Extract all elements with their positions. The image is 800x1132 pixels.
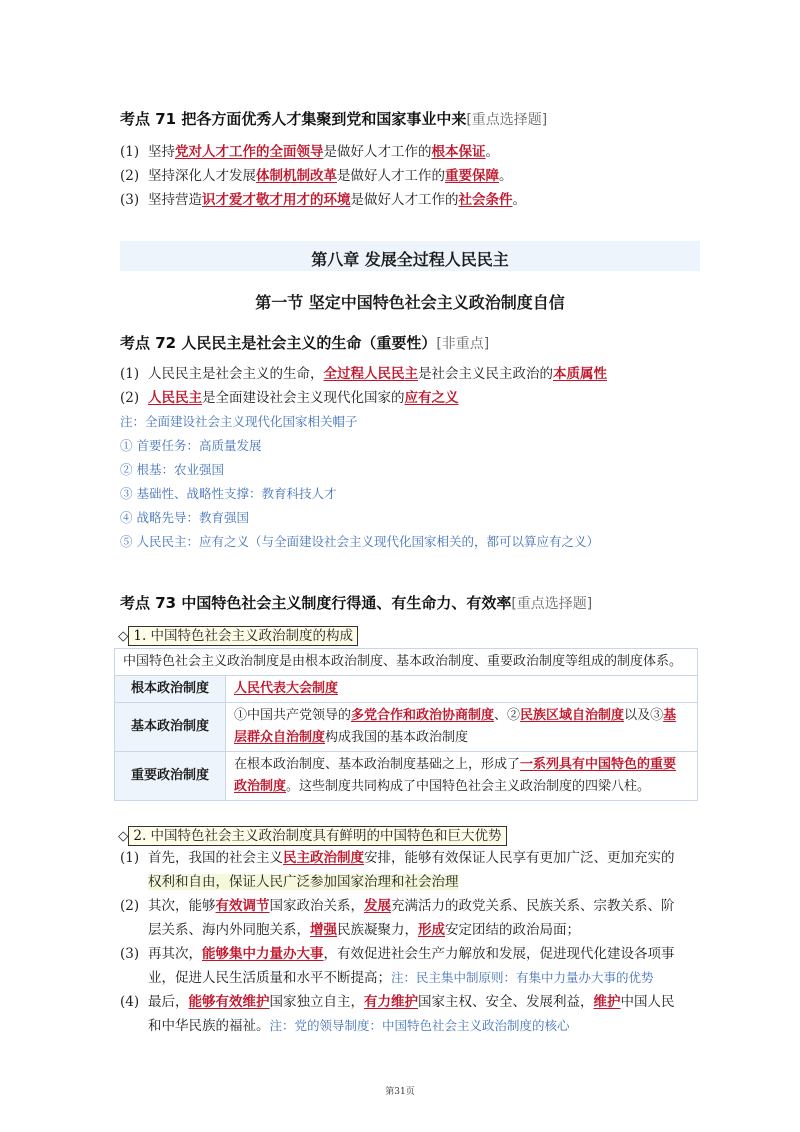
adv-2-line-1 <box>120 894 700 918</box>
adv-2-line-2 <box>120 918 700 942</box>
key-term: 体制机制改革 <box>256 168 337 184</box>
key-term: 能够有效维护 <box>188 994 270 1010</box>
text: 是全面建设社会主义现代化国家的 <box>202 390 405 406</box>
adv-4-line-2 <box>120 1014 700 1038</box>
item-number: (4) <box>120 994 140 1010</box>
chapter-title: 第八章 发展全过程人民民主 <box>311 250 509 269</box>
key-term: 重要保障 <box>445 168 499 184</box>
section-title: 第一节 坚定中国特色社会主义政治制度自信 <box>255 293 565 312</box>
adv-4-line-1 <box>120 990 700 1014</box>
kp72-note-4: ④ 战略先导：教育强国 <box>120 510 249 525</box>
table-row <box>115 703 698 752</box>
adv-3-line-2 <box>120 966 700 990</box>
key-term: 社会条件 <box>458 192 513 208</box>
key-term: 根本保证 <box>431 144 486 160</box>
kp72-list <box>120 362 607 554</box>
text: 其次，能够 <box>148 898 216 914</box>
text: 是做好人才工作的 <box>337 168 445 184</box>
text: 和中华民族的福祉。 <box>148 1018 270 1034</box>
kp72-note-1: ① 首要任务：高质量发展 <box>120 438 262 453</box>
text: 层关系、海内外同胞关系， <box>148 922 310 938</box>
key-term: 有力维护 <box>364 994 418 1010</box>
item-number: (2) <box>120 390 140 406</box>
text: 。 <box>512 192 526 208</box>
adv-1-line-2 <box>120 870 700 894</box>
note: 注：党的领导制度：中国特色社会主义政治制度的核心 <box>269 1018 570 1033</box>
text: 民族凝聚力， <box>337 922 418 938</box>
kp72-item-1 <box>120 362 607 386</box>
item-number: (1) <box>120 144 140 160</box>
kp72-tag: [非重点] <box>436 336 490 352</box>
key-term: 发展 <box>364 898 391 914</box>
kp72-note-2: ② 根基：农业强国 <box>120 462 224 477</box>
kp72-item-2 <box>120 386 607 410</box>
kp73-tag: [重点选择题] <box>511 596 593 612</box>
page-number: 第31页 <box>385 1087 415 1097</box>
kp72-title: 考点 72 人民民主是社会主义的生命（重要性） <box>120 334 437 352</box>
row-label: 根本政治制度 <box>115 676 226 703</box>
kp73-box1 <box>118 624 358 644</box>
table-intro: 中国特色社会主义政治制度是由根本政治制度、基本政治制度、重要政治制度等组成的制度体系。 <box>115 649 698 676</box>
kp71-heading <box>120 108 547 129</box>
key-term: 应有之义 <box>404 390 459 406</box>
text: 是做好人才工作的 <box>323 144 432 160</box>
kp71-item-1 <box>120 140 526 164</box>
key-term: 有效调节 <box>215 898 270 914</box>
text: 安定团结的政治局面； <box>445 922 580 938</box>
kp71-item-3 <box>120 188 526 212</box>
row-label: 重要政治制度 <box>115 752 226 801</box>
text: 。 <box>499 168 513 184</box>
row-content <box>226 676 698 703</box>
key-term: 人民民主 <box>148 390 202 406</box>
diamond-icon: ◇ <box>118 628 129 644</box>
text: ①中国共产党领导的 <box>234 708 352 723</box>
box1-title: 1. 中国特色社会主义政治制度的构成 <box>128 626 358 646</box>
text: 是做好人才工作的 <box>350 192 459 208</box>
political-system-table-wrap <box>114 648 698 801</box>
item-number: (1) <box>120 850 140 866</box>
text: 业，促进人民生活质量和水平不断提高； <box>148 970 391 986</box>
text: 。这些制度共同构成了中国特色社会主义政治制度的四梁八柱。 <box>286 779 651 794</box>
text: 国家主权、安全、发展利益， <box>418 994 594 1010</box>
text: 首先，我国的社会主义 <box>148 850 283 866</box>
note: 注：民主集中制原则：有集中力量办大事的优势 <box>391 970 654 985</box>
text: 国家政治关系， <box>269 898 364 914</box>
text: 坚持深化人才发展 <box>148 168 256 184</box>
key-term: 多党合作和政治协商制度 <box>351 708 495 723</box>
item-number: (1) <box>120 366 140 382</box>
kp73-advantages <box>120 846 700 1038</box>
text: 。 <box>485 144 499 160</box>
text: 国家独立自主， <box>269 994 364 1010</box>
key-term: 维护 <box>593 994 621 1010</box>
key-term: 基层群众自治制度 <box>234 708 677 745</box>
key-term: 本质属性 <box>553 366 607 382</box>
kp73-box2 <box>118 824 507 844</box>
key-term: 人民代表大会制度 <box>234 681 339 696</box>
text: 权利和自由，保证人民广泛参加国家治理和社会治理 <box>148 874 459 890</box>
key-term: 识才爱才敬才用才的环境 <box>202 192 351 208</box>
item-number: (2) <box>120 168 140 184</box>
item-number: (2) <box>120 898 140 914</box>
diamond-icon: ◇ <box>118 828 129 844</box>
text: 坚持 <box>148 144 175 160</box>
kp73-title: 考点 73 中国特色社会主义制度行得通、有生命力、有效率 <box>120 594 512 612</box>
key-term: 增强 <box>310 922 337 938</box>
key-term: 一系列具有中国特色的重要政治制度 <box>234 757 677 794</box>
kp72-note-3: ③ 基础性、战略性支撑：教育科技人才 <box>120 486 337 501</box>
text: 最后， <box>148 994 189 1010</box>
adv-1-line-1 <box>120 846 700 870</box>
text: ，有效促进社会生产力解放和发展，促进现代化建设各项事 <box>323 946 675 962</box>
key-term: 能够集中力量办大事 <box>202 946 324 962</box>
kp72-note-5: ⑤ 人民民主：应有之义（与全面建设社会主义现代化国家相关的，都可以算应有之义） <box>120 534 599 549</box>
text: 坚持营造 <box>148 192 202 208</box>
key-term: 形成 <box>418 922 445 938</box>
kp71-item-2 <box>120 164 526 188</box>
text: 是社会主义民主政治的 <box>418 366 553 382</box>
table-row <box>115 752 698 801</box>
text: 再其次， <box>148 946 202 962</box>
box2-title: 2. 中国特色社会主义政治制度具有鲜明的中国特色和巨大优势 <box>128 826 506 846</box>
text: 以及③ <box>624 708 664 723</box>
kp72-heading <box>120 332 489 353</box>
kp73-heading <box>120 592 592 613</box>
adv-3-line-1 <box>120 942 700 966</box>
table-row <box>115 676 698 703</box>
text: 构成我国的基本政治制度 <box>325 730 469 745</box>
key-term: 民族区域自治制度 <box>520 708 625 723</box>
row-content <box>226 703 698 752</box>
text: 人民民主是社会主义的生命， <box>148 366 324 382</box>
text: 安排，能够有效保证人民享有更加广泛、更加充实的 <box>364 850 675 866</box>
row-label: 基本政治制度 <box>115 703 226 752</box>
row-content <box>226 752 698 801</box>
kp71-list <box>120 140 526 212</box>
key-term: 民主政治制度 <box>283 850 364 866</box>
kp71-tag: [重点选择题] <box>466 112 548 128</box>
key-term: 党对人才工作的全面领导 <box>175 144 324 160</box>
item-number: (3) <box>120 946 140 962</box>
political-system-table <box>114 648 698 801</box>
text: 中国人民 <box>620 994 675 1010</box>
text: 充满活力的政党关系、民族关系、宗教关系、阶 <box>391 898 675 914</box>
kp72-note-0: 注：全面建设社会主义现代化国家相关帽子 <box>120 414 358 429</box>
kp71-title: 考点 71 把各方面优秀人才集聚到党和国家事业中来 <box>120 110 467 128</box>
item-number: (3) <box>120 192 140 208</box>
key-term: 全过程人民民主 <box>323 366 418 382</box>
text: 、② <box>494 708 521 723</box>
text: 在根本政治制度、基本政治制度基础之上，形成了 <box>234 757 521 772</box>
